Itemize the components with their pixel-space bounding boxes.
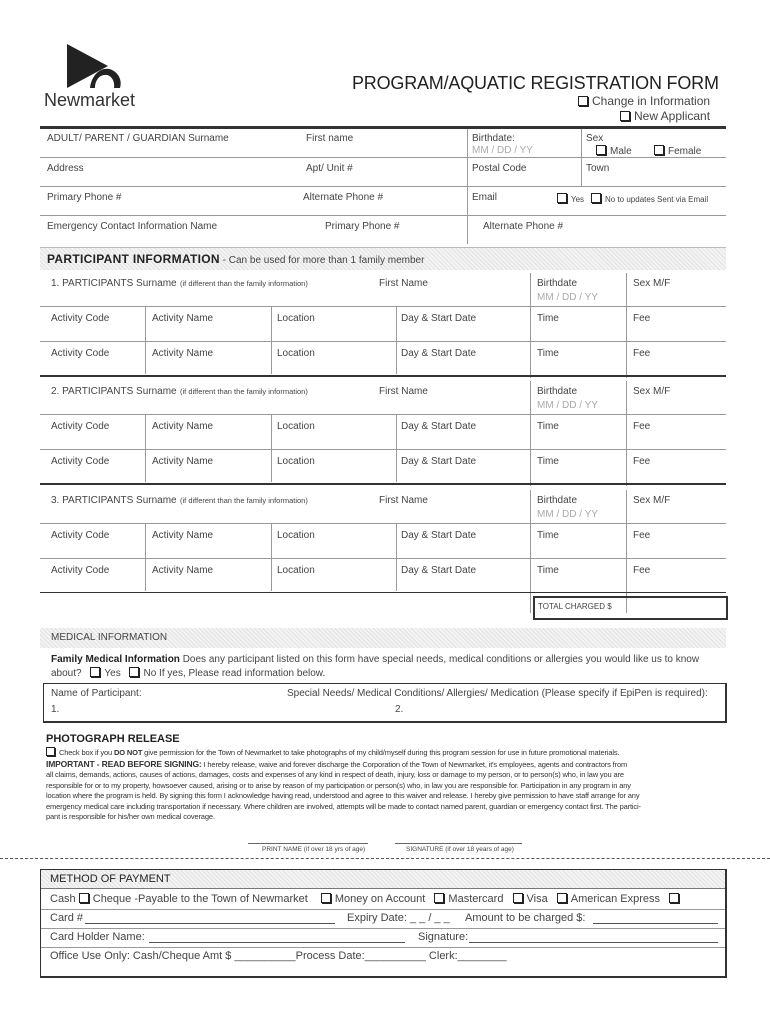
divider <box>40 558 726 559</box>
activity-name-label: Activity Name <box>152 421 214 432</box>
fee-label: Fee <box>633 421 651 432</box>
location-label: Location <box>277 313 315 324</box>
time-label: Time <box>537 313 559 324</box>
payment-signature-label: Signature: <box>418 931 469 943</box>
activity-name-label: Activity Name <box>152 313 214 324</box>
time-label: Time <box>537 565 559 576</box>
divider <box>396 559 397 591</box>
payment-title: METHOD OF PAYMENT <box>50 873 171 885</box>
day-start-date-label: Day & Start Date <box>401 421 477 432</box>
new-applicant-checkbox[interactable] <box>620 111 630 121</box>
participant-block-rule <box>40 592 726 593</box>
participant-first-name-label: First Name <box>379 386 428 397</box>
medical-yes-checkbox[interactable] <box>90 667 100 677</box>
divider <box>271 342 272 374</box>
emergency-alternate-phone-label: Alternate Phone # <box>483 221 564 232</box>
medical-entry-2: 2. <box>395 704 404 715</box>
participant-birthdate-label: Birthdate <box>537 386 578 397</box>
activity-code-label: Activity Code <box>51 456 110 467</box>
activity-code-label: Activity Code <box>51 530 110 541</box>
time-label: Time <box>537 421 559 432</box>
photo-release-title: PHOTOGRAPH RELEASE <box>46 733 180 745</box>
waiver-line: location where the program is held. By signing this form I acknowledge having read, understood and agree to this waiver and release. I hereby give permission to have staff arrange for any <box>46 791 640 800</box>
divider <box>145 307 146 342</box>
participant-surname-label: 1. PARTICIPANTS Surname <box>51 278 177 289</box>
expiry-date-label[interactable]: Expiry Date: _ _ / _ _ <box>347 912 450 924</box>
divider <box>40 523 726 524</box>
divider <box>530 273 531 378</box>
divider <box>271 524 272 559</box>
divider <box>40 186 726 187</box>
divider <box>396 342 397 374</box>
participant-surname-note: (if different than the family information) <box>180 387 308 396</box>
fee-label: Fee <box>633 313 651 324</box>
photo-opt-out-checkbox[interactable] <box>46 747 55 756</box>
print-name-label: PRINT NAME (if over 18 yrs of age) <box>262 846 366 853</box>
divider <box>626 273 627 378</box>
family-medical-question: Family Medical Information Does any participant listed on this form have special needs, medical conditions or allergies you would like us to know <box>51 654 700 665</box>
divider <box>530 381 531 486</box>
divider <box>626 490 627 613</box>
divider <box>271 450 272 482</box>
cash-checkbox[interactable] <box>79 893 89 903</box>
special-needs-label: Special Needs/ Medical Conditions/ Allergies/ Medication (Please specify if EpiPen is required): <box>287 688 708 699</box>
newmarket-logo-icon <box>64 44 128 92</box>
guardian-sex-label: Sex <box>586 133 604 144</box>
participant-birthdate-format: MM / DD / YY <box>537 509 598 520</box>
participant-first-name-label: First Name <box>379 278 428 289</box>
divider <box>41 928 725 929</box>
postal-code-label: Postal Code <box>472 163 527 174</box>
fee-label: Fee <box>633 530 651 541</box>
female-option[interactable]: Female <box>654 145 701 157</box>
participant-first-name-label: First Name <box>379 495 428 506</box>
divider <box>271 307 272 342</box>
email-yes-checkbox[interactable] <box>557 193 567 203</box>
money-on-account-checkbox[interactable] <box>434 893 444 903</box>
medical-entry-1: 1. <box>51 704 60 715</box>
card-number-line[interactable] <box>85 923 335 924</box>
payment-signature-line[interactable] <box>469 942 718 943</box>
divider <box>145 450 146 482</box>
female-checkbox[interactable] <box>654 145 664 155</box>
alternate-phone-label: Alternate Phone # <box>303 192 384 203</box>
divider <box>396 450 397 482</box>
day-start-date-label: Day & Start Date <box>401 456 477 467</box>
activity-name-label: Activity Name <box>152 565 214 576</box>
divider <box>530 490 531 613</box>
participant-surname-label: 2. PARTICIPANTS Surname <box>51 386 177 397</box>
divider <box>145 559 146 591</box>
activity-code-label: Activity Code <box>51 348 110 359</box>
fee-label: Fee <box>633 348 651 359</box>
divider <box>145 415 146 450</box>
waiver-line: pant is responsible for his/her own medical coverage. <box>46 812 215 821</box>
payment-methods: Cash Cheque -Payable to the Town of Newmarket Money on Account Mastercard Visa American Express <box>50 893 683 905</box>
day-start-date-label: Day & Start Date <box>401 348 477 359</box>
amount-label: Amount to be charged $: <box>465 912 586 924</box>
address-label: Address <box>47 163 84 174</box>
activity-name-label: Activity Name <box>152 530 214 541</box>
location-label: Location <box>277 456 315 467</box>
divider <box>145 342 146 374</box>
divider <box>41 909 725 910</box>
logo-text: Newmarket <box>44 90 136 110</box>
cheque-checkbox[interactable] <box>321 893 331 903</box>
medical-about-line: about? Yes No If yes, Please read information below. <box>51 668 326 679</box>
primary-phone-label: Primary Phone # <box>47 192 122 203</box>
waiver-line: emergency medical care including transportation if necessary. Where children are involved, attempts will be made to contact named parent, guardian or emergency contact first. The partici- <box>46 801 641 811</box>
signature-line[interactable] <box>395 843 522 844</box>
card-holder-line[interactable] <box>149 942 405 943</box>
divider <box>271 415 272 450</box>
amex-checkbox[interactable] <box>669 893 679 903</box>
time-label: Time <box>537 530 559 541</box>
divider <box>40 157 726 158</box>
email-no-checkbox[interactable] <box>591 193 601 203</box>
time-label: Time <box>537 456 559 467</box>
activity-code-label: Activity Code <box>51 313 110 324</box>
time-label: Time <box>537 348 559 359</box>
form-title: PROGRAM/AQUATIC REGISTRATION FORM <box>352 73 719 93</box>
participant-block-rule <box>40 375 726 377</box>
print-name-line[interactable] <box>248 843 368 844</box>
activity-name-label: Activity Name <box>152 456 214 467</box>
participant-birthdate-format: MM / DD / YY <box>537 292 598 303</box>
divider <box>396 524 397 559</box>
medical-section-title: MEDICAL INFORMATION <box>51 632 168 643</box>
divider <box>40 449 726 450</box>
waiver-line: all claims, demands, actions, causes of actions, damages, costs and expenses of any kind in respect of death, injury, loss or damage to my person, or to person(s) who, in law you are <box>46 770 624 779</box>
divider <box>40 341 726 342</box>
town-label: Town <box>586 163 610 174</box>
new-applicant-option[interactable]: New Applicant <box>620 109 710 123</box>
day-start-date-label: Day & Start Date <box>401 313 477 324</box>
divider <box>271 559 272 591</box>
cut-line <box>0 858 770 859</box>
participant-birthdate-label: Birthdate <box>537 495 578 506</box>
divider <box>40 306 726 307</box>
divider <box>40 215 726 216</box>
divider <box>145 524 146 559</box>
participant-sex-label: Sex M/F <box>633 386 671 397</box>
visa-checkbox[interactable] <box>557 893 567 903</box>
activity-code-label: Activity Code <box>51 565 110 576</box>
emergency-contact-label: Emergency Contact Information Name <box>47 221 218 232</box>
participant-sex-label: Sex M/F <box>633 278 671 289</box>
card-holder-label: Card Holder Name: <box>50 931 145 943</box>
emergency-primary-phone-label: Primary Phone # <box>325 221 400 232</box>
participant-section-title: PARTICIPANT INFORMATION - Can be used for more than 1 family member <box>47 252 425 266</box>
day-start-date-label: Day & Start Date <box>401 530 477 541</box>
participant-birthdate-label: Birthdate <box>537 278 578 289</box>
photo-release-text: Check box if you DO NOT give permission for the Town of Newmarket to take photographs of my child/myself during this program session for use in future promotional materials. IMPORTANT - READ BEFORE SIGNING: I hereby release, waive and forever discharge the Corporation of the Town of Newmarket, it's employees, agents and contractors from all claims, demands, actions, causes of actions, damages, costs and expenses of any kind in respect of death, injury, loss or damage to my person, or to person(s) who, in law you are responsible for or to my property, howsoever caused, arising or to arise by reason of my participation or person(s) who, in law you are responsible for. Participation in any program in any location where the program is held. By signing this form I acknowledge having read, understood and agree to this waiver and release. I hereby give permission to have staff arrange for any emergency medical care including transportation if necessary. Where children are involved, attempts will be made to contact named parent, guardian or emergency contact first. The partici- pant is responsible for his/her own medical coverage. <box>46 747 726 823</box>
total-charged-label: TOTAL CHARGED $ <box>538 602 612 611</box>
divider <box>396 415 397 450</box>
day-start-date-label: Day & Start Date <box>401 565 477 576</box>
divider <box>41 947 725 948</box>
email-no-option[interactable]: No to updates Sent via Email <box>591 193 708 204</box>
guardian-surname-label: ADULT/ PARENT / GUARDIAN Surname <box>47 133 229 144</box>
location-label: Location <box>277 348 315 359</box>
signature-label: SIGNATURE (if over 18 years of age) <box>406 846 514 853</box>
location-label: Location <box>277 565 315 576</box>
participant-surname-note: (if different than the family information) <box>180 496 308 505</box>
divider <box>626 381 627 486</box>
email-yes-option[interactable]: Yes <box>557 193 584 204</box>
waiver-line: responsible for or to my property, howsoever caused, arising or to arise by reason of my participation or person(s) who, in law you are responsible for. Participation in any program in any <box>46 780 631 790</box>
participant-name-label: Name of Participant: <box>51 688 142 699</box>
participant-surname-note: (if different than the family information) <box>180 279 308 288</box>
office-use-line: Office Use Only: Cash/Cheque Amt $ __________Process Date:__________ Clerk:________ <box>50 950 507 962</box>
divider <box>396 307 397 342</box>
guardian-birthdate-label: Birthdate: <box>472 133 515 144</box>
amount-line[interactable] <box>593 923 718 924</box>
location-label: Location <box>277 530 315 541</box>
male-option[interactable]: Male <box>596 145 632 157</box>
activity-name-label: Activity Name <box>152 348 214 359</box>
divider <box>40 414 726 415</box>
activity-code-label: Activity Code <box>51 421 110 432</box>
medical-no-checkbox[interactable] <box>129 667 139 677</box>
fee-label: Fee <box>633 565 651 576</box>
apt-label: Apt/ Unit # <box>306 163 353 174</box>
change-info-checkbox[interactable] <box>578 96 588 106</box>
guardian-birthdate-format: MM / DD / YY <box>472 145 533 156</box>
fee-label: Fee <box>633 456 651 467</box>
change-info-option[interactable]: Change in Information <box>578 94 710 108</box>
guardian-first-name-label: First name <box>306 133 354 144</box>
location-label: Location <box>277 421 315 432</box>
participant-birthdate-format: MM / DD / YY <box>537 400 598 411</box>
participant-block-rule <box>40 483 726 485</box>
email-label: Email <box>472 192 498 203</box>
mastercard-checkbox[interactable] <box>513 893 523 903</box>
family-top-rule <box>40 126 726 129</box>
male-checkbox[interactable] <box>596 145 606 155</box>
participant-surname-label: 3. PARTICIPANTS Surname <box>51 495 177 506</box>
card-number-label: Card # <box>50 912 84 924</box>
participant-sex-label: Sex M/F <box>633 495 671 506</box>
